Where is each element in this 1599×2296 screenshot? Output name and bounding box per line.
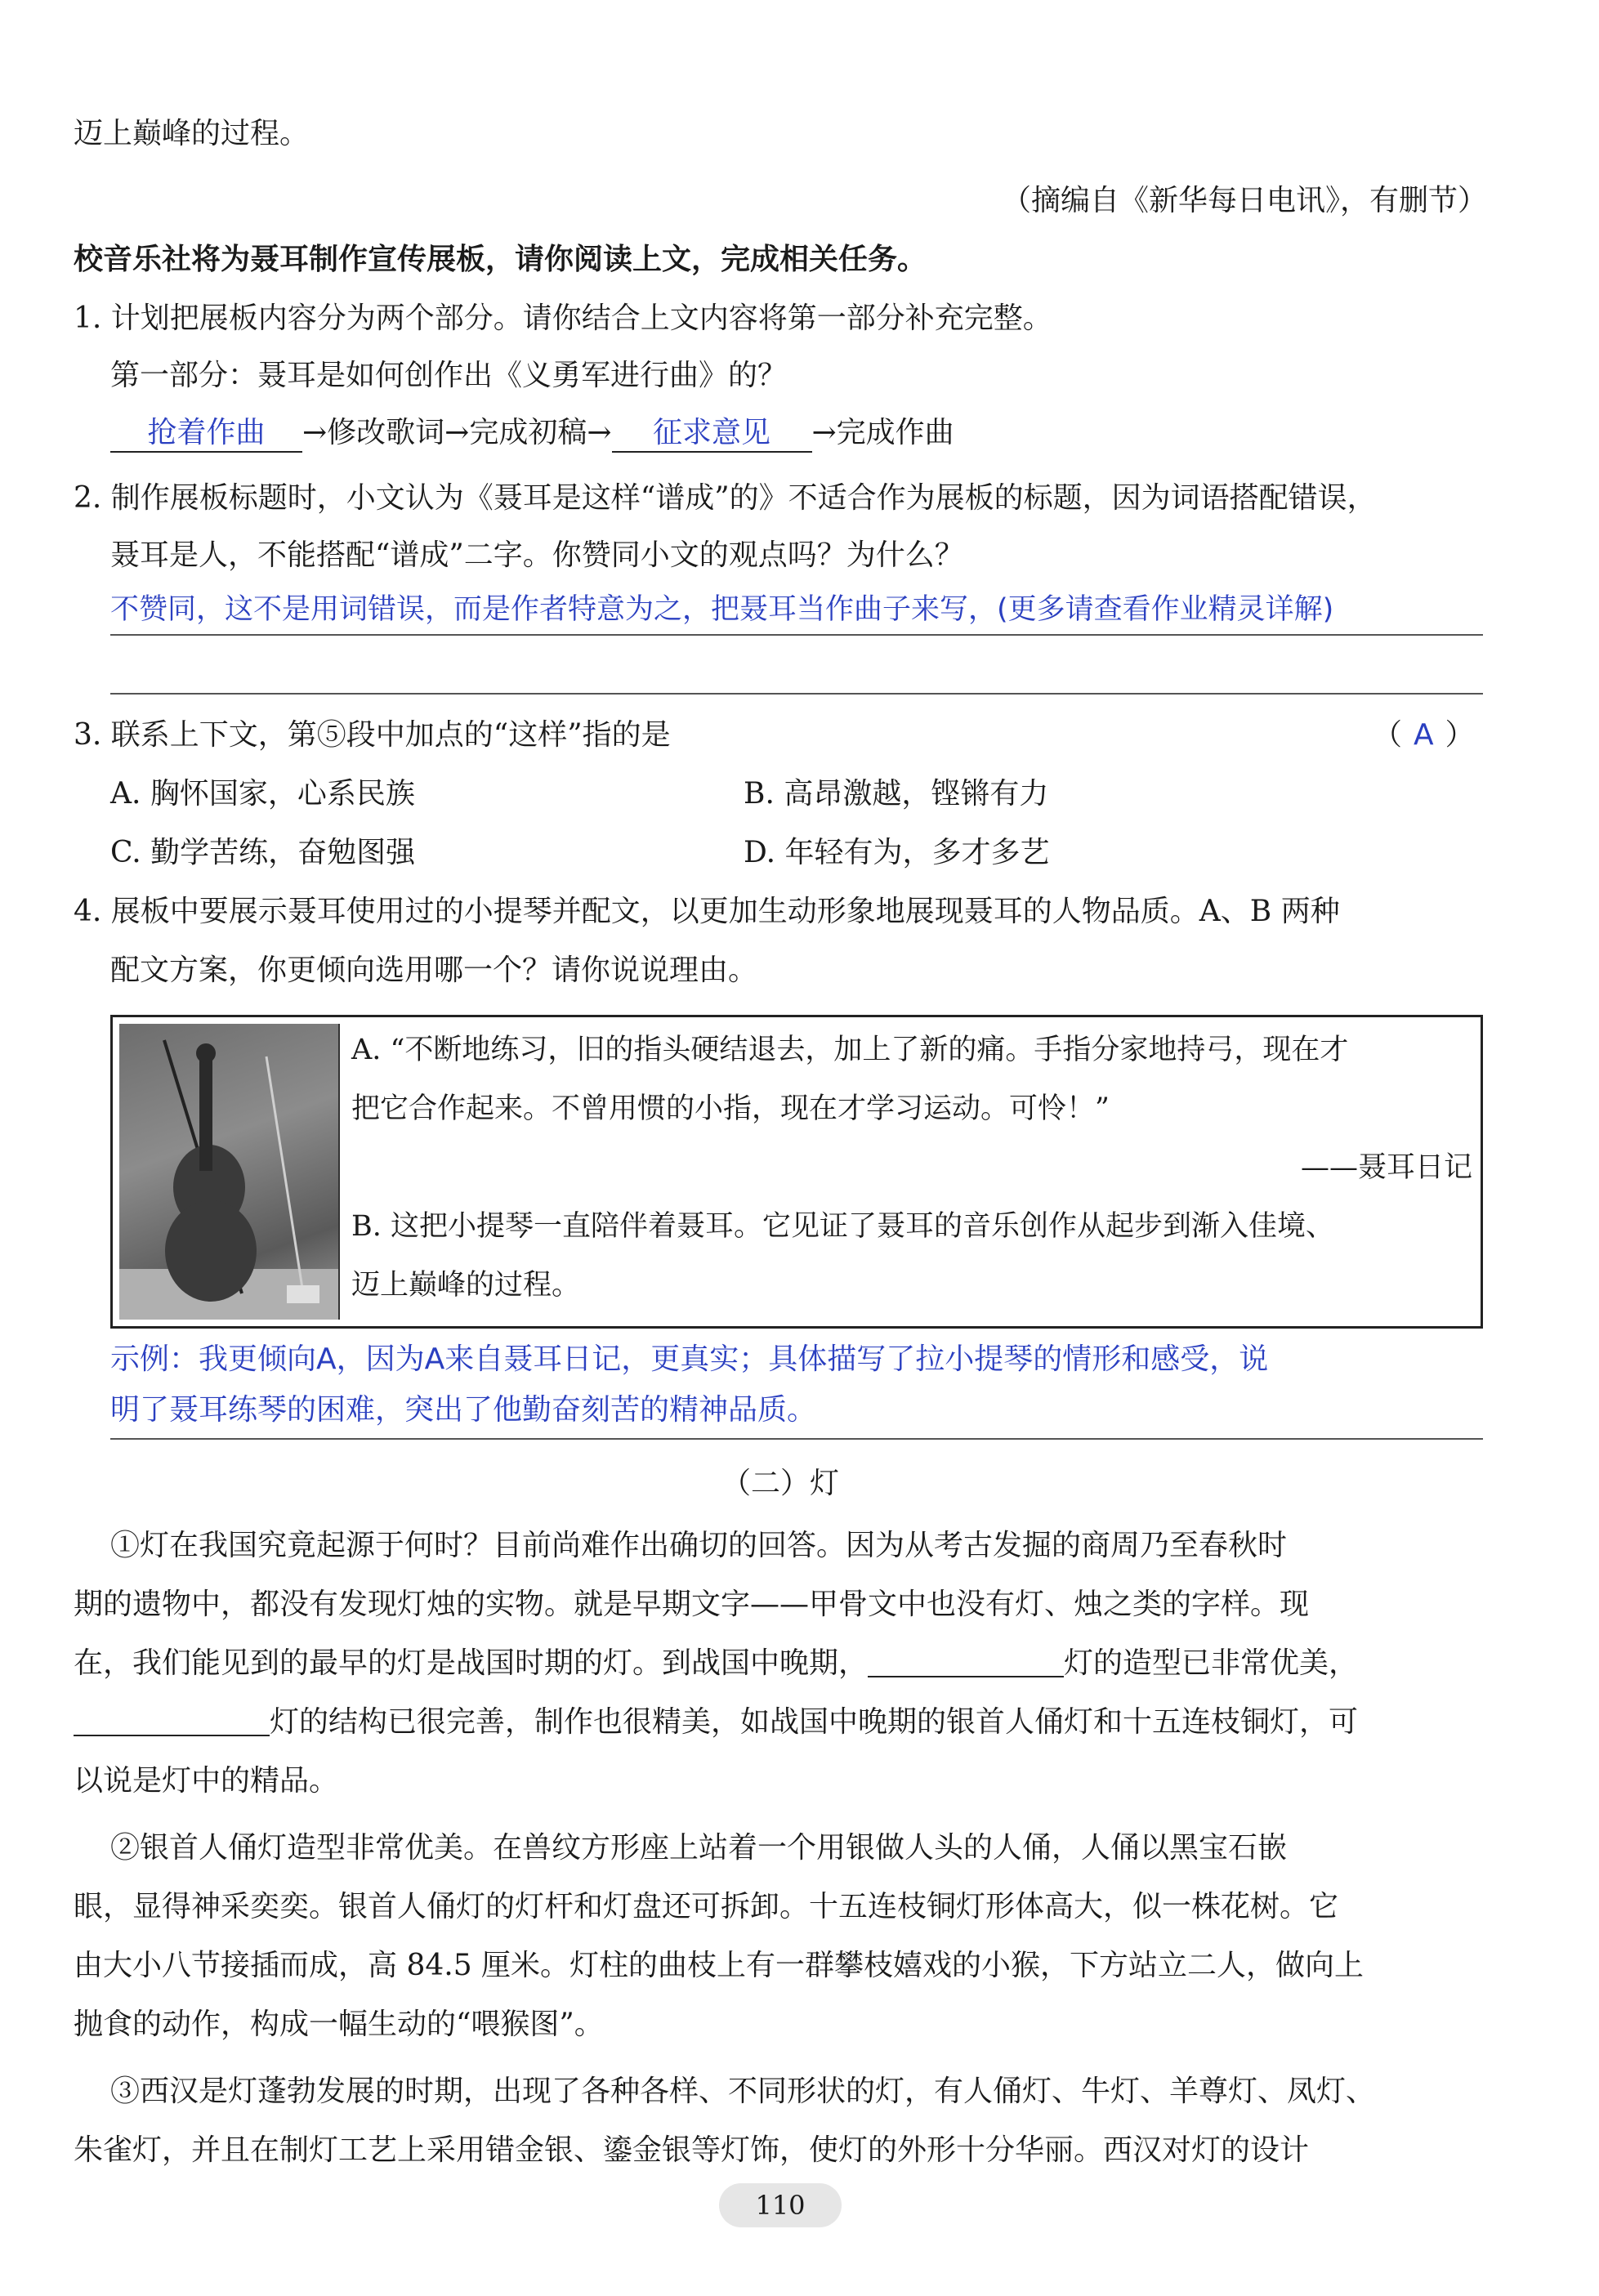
q3-option-c: C. 勤学苦练，奋勉图强	[110, 836, 416, 869]
caption-options-box	[110, 1015, 1483, 1329]
passage2-p2-line3: 由大小八节接插而成，高 84.5 厘米。灯柱的曲枝上有一群攀枝嬉戏的小猴，下方站立二人，做向上	[74, 1949, 1365, 1982]
task-intro: 校音乐社将为聂耳制作宣传展板，请你阅读上文，完成相关任务。	[74, 243, 927, 276]
q1-answer-2: 征求意见	[612, 415, 812, 453]
passage2-p2-line2: 眼，显得神采奕奕。银首人俑灯的灯杆和灯盘还可拆卸。十五连枝铜灯形体高大，似一株花树。它	[74, 1890, 1339, 1923]
passage2-p1-line4: 灯的结构已很完善，制作也很精美，如战国中晚期的银首人俑灯和十五连枝铜灯，可	[74, 1703, 1487, 1742]
q4-answer-line2: 明了聂耳练琴的困难，突出了他勤奋刻苦的精神品质。	[110, 1393, 817, 1427]
passage2-p1-line2: 期的遗物中，都没有发现灯烛的实物。就是早期文字——甲骨文中也没有灯、烛之类的字样。现	[74, 1588, 1310, 1621]
q2-stem-line2: 聂耳是人，不能搭配“谱成”二字。你赞同小文的观点吗？为什么？	[110, 538, 964, 572]
q1-stem: 1. 计划把展板内容分为两个部分。请你结合上文内容将第一部分补充完整。	[74, 302, 1052, 335]
answer-line	[110, 634, 1483, 636]
fill-blank[interactable]	[74, 1707, 270, 1736]
q1-answer-1: 抢着作曲	[110, 415, 302, 453]
passage2-p3-line2: 朱雀灯，并且在制灯工艺上采用错金银、鎏金银等灯饰，使灯的外形十分华丽。西汉对灯的设计	[74, 2133, 1310, 2167]
passage2-p2-line4: 抛食的动作，构成一幅生动的“喂猴图”。	[74, 2008, 604, 2041]
q3-option-d: D. 年轻有为，多才多艺	[744, 836, 1050, 869]
passage2-p1-line1: ①灯在我国究竟起源于何时？目前尚难作出确切的回答。因为从考古发掘的商周乃至春秋时	[110, 1529, 1288, 1562]
page-number: 110	[719, 2183, 842, 2227]
caption-a-line1: A. “不断地练习，旧的指头硬结退去，加上了新的痛。手指分家地持弓，现在才	[351, 1034, 1349, 1066]
passage2-p3-line1: ③西汉是灯蓬勃发展的时期，出现了各种各样、不同形状的灯，有人俑灯、牛灯、羊尊灯、凤灯、	[110, 2075, 1376, 2108]
source-citation: （摘编自《新华每日电讯》，有删节）	[1001, 184, 1487, 217]
q3-stem: 3. 联系上下文，第⑤段中加点的“这样”指的是	[74, 718, 671, 752]
caption-a-line2: 把它合作起来。不曾用惯的小指，现在才学习运动。可怜！”	[351, 1092, 1110, 1125]
q3-answer-paren: （ A ）	[1373, 718, 1475, 752]
caption-a-source: ——聂耳日记	[1300, 1151, 1472, 1184]
violin-icon	[119, 1024, 338, 1320]
q1-flow-end: →完成作曲	[811, 416, 954, 449]
q2-stem-line1: 2. 制作展板标题时，小文认为《聂耳是这样“谱成”的》不适合作为展板的标题，因为词语搭配错误，	[74, 481, 1377, 515]
passage2-p1-line3: 在，我们能见到的最早的灯是战国时期的灯。到战国中晚期， 灯的造型已非常优美，	[74, 1646, 1359, 1680]
violin-photo	[119, 1024, 340, 1320]
passage2-title: （二）灯	[721, 1467, 839, 1500]
caption-b-line1: B. 这把小提琴一直陪伴着聂耳。它见证了聂耳的音乐创作从起步到渐入佳境、	[351, 1210, 1334, 1243]
q3-option-b: B. 高昂激越，铿锵有力	[744, 777, 1049, 811]
q3-option-a: A. 胸怀国家，心系民族	[110, 777, 415, 811]
q4-stem-line1: 4. 展板中要展示聂耳使用过的小提琴并配文，以更加生动形象地展现聂耳的人物品质。A、B 两种	[74, 895, 1340, 928]
passage2-p1-line5: 以说是灯中的精品。	[74, 1764, 339, 1798]
passage2-p2-line1: ②银首人俑灯造型非常优美。在兽纹方形座上站着一个用银做人头的人俑，人俑以黑宝石嵌	[110, 1831, 1288, 1865]
q3-answer: A	[1414, 718, 1434, 752]
q1-subquestion: 第一部分：聂耳是如何创作出《义勇军进行曲》的？	[110, 359, 788, 392]
q2-answer: 不赞同，这不是用词错误，而是作者特意为之，把聂耳当作曲子来写，(更多请查看作业精灵详解)	[110, 593, 1334, 626]
q4-stem-line2: 配文方案，你更倾向选用哪一个？请你说说理由。	[110, 954, 758, 987]
q1-flow	[110, 413, 1524, 453]
passage1-tail: 迈上巅峰的过程。	[74, 117, 310, 150]
q1-flow-mid: →修改歌词→完成初稿→	[302, 416, 612, 449]
answer-line	[110, 1438, 1483, 1440]
q4-answer-line1: 示例：我更倾向A，因为A来自聂耳日记，更真实；具体描写了拉小提琴的情形和感受，说	[110, 1342, 1269, 1376]
caption-b-line2: 迈上巅峰的过程。	[351, 1269, 581, 1302]
answer-line	[110, 693, 1483, 695]
fill-blank[interactable]	[868, 1648, 1064, 1677]
